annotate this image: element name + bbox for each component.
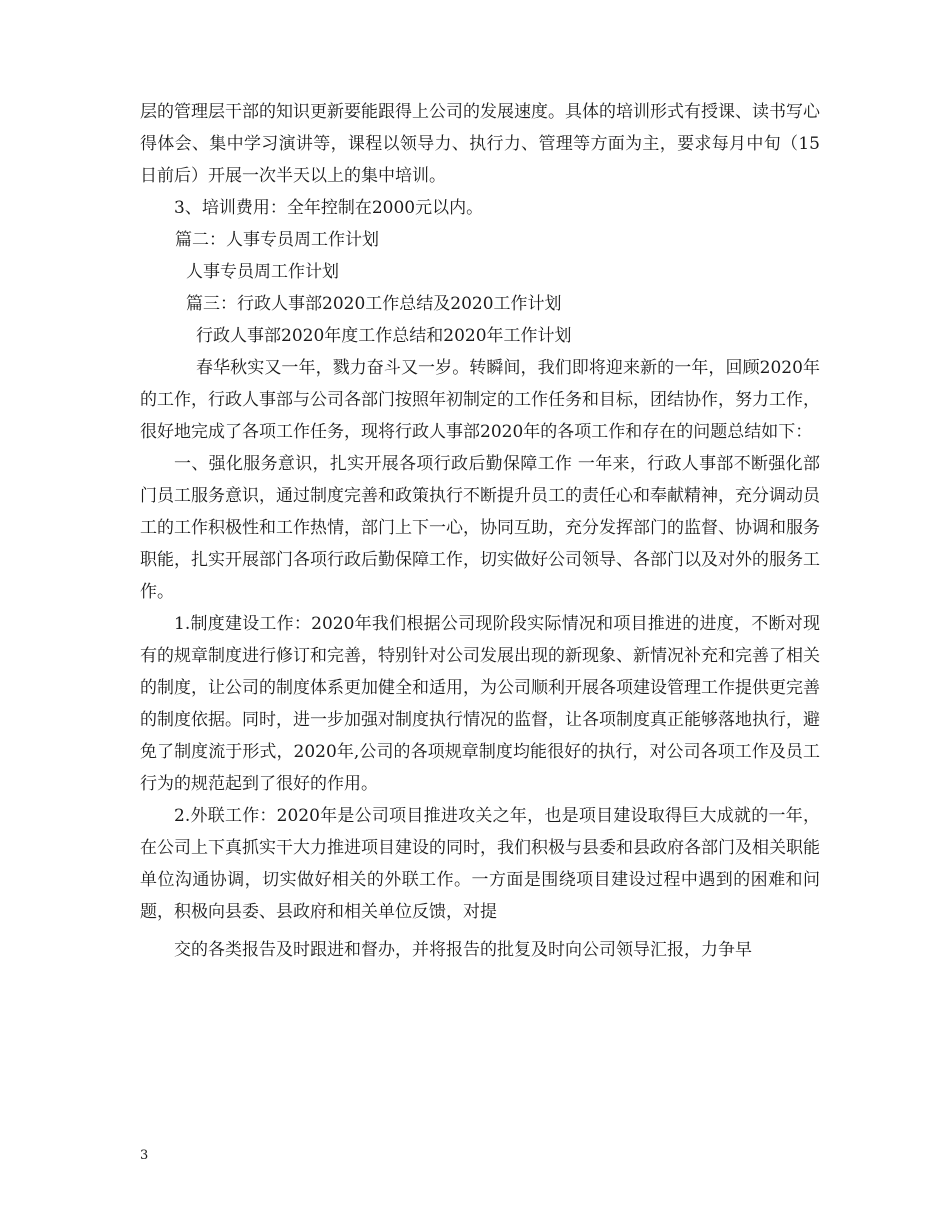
paragraph-system-building: 1.制度建设工作：2020年我们根据公司现阶段实际情况和项目推进的进度，不断对现有的规章制度进行修订和完善，特别针对公司发展出现的新现象、新情况补充和完善了相关的制度，让公司的制度体系更加健全和适用，为公司顺利开展各项建设管理工作提供更完善的制度依据。同时，进一步加强对制度执行情况的监督，让各项制度真正能够落地执行，避免了制度流于形式，2020年,公司的各项规章制度均能很好的执行，对公司各项工作及员工行为的规范起到了很好的作用。 <box>140 614 820 794</box>
paragraph-training-form: 层的管理层干部的知识更新要能跟得上公司的发展速度。具体的培训形式有授课、读书写心得体会、集中学习演讲等，课程以领导力、执行力、管理等方面为主，要求每月中旬（15日前后）开展一次半天以上的集中培训。 <box>140 102 820 186</box>
paragraph-external-liaison: 2.外联工作：2020年是公司项目推进攻关之年，也是项目建设取得巨大成就的一年，在公司上下真抓实干大力推进项目建设的同时，我们积极与县委和县政府各部门及相关职能单位沟通协调，切实做好相关的外联工作。一方面是围绕项目建设过程中遇到的困难和问题，积极向县委、县政府和相关单位反馈，对提 <box>140 806 820 922</box>
paragraph-intro: 春华秋实又一年，戮力奋斗又一岁。转瞬间，我们即将迎来新的一年，回顾2020年的工作，行政人事部与公司各部门按照年初制定的工作任务和目标，团结协作，努力工作，很好地完成了各项工作任务，现将行政人事部2020年的各项工作和存在的问题总结如下： <box>140 358 820 442</box>
section-heading-part-three: 篇三：行政人事部2020工作总结及2020工作计划 <box>186 294 562 314</box>
paragraph-service-awareness: 一、强化服务意识，扎实开展各项行政后勤保障工作 一年来，行政人事部不断强化部门员工服务意识，通过制度完善和政策执行不断提升员工的责任心和奉献精神，充分调动员工的工作积极性和工作热情，部门上下一心，协同互助，充分发挥部门的监督、协调和服务职能，扎实开展部门各项行政后勤保障工作，切实做好公司领导、各部门以及对外的服务工作。 <box>140 454 820 602</box>
section-subtitle-part-three: 行政人事部2020年度工作总结和2020年工作计划 <box>196 326 572 346</box>
paragraph-training-cost: 3、培训费用：全年控制在2000元以内。 <box>174 198 484 218</box>
document-body <box>140 96 820 966</box>
section-subtitle-part-two: 人事专员周工作计划 <box>186 262 339 282</box>
page-number: 3 <box>140 1148 149 1163</box>
section-heading-part-two: 篇二：人事专员周工作计划 <box>175 230 379 250</box>
paragraph-report-followup: 交的各类报告及时跟进和督办，并将报告的批复及时向公司领导汇报，力争早 <box>174 940 752 960</box>
